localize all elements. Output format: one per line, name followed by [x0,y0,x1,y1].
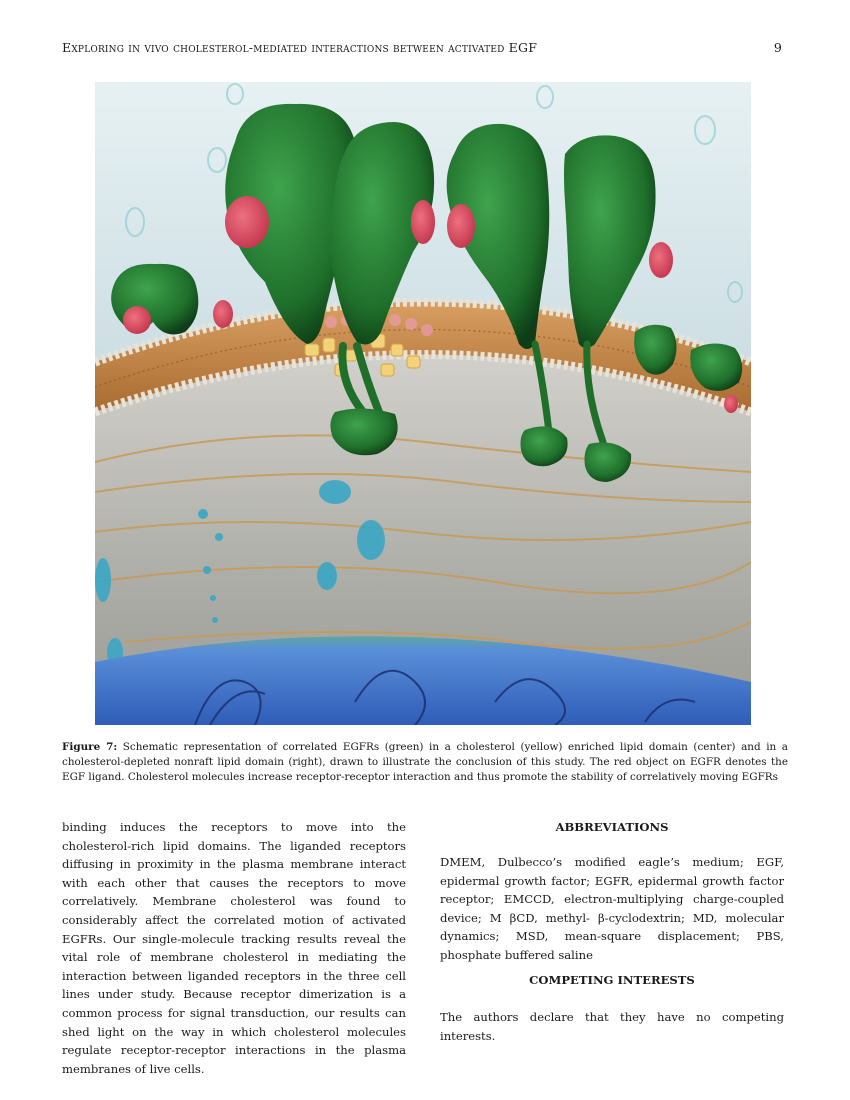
abbreviations-text: DMEM, Dulbecco’s modified eagle’s medium; EGF, epidermal growth factor; EGFR, epidermal growth factor receptor; EMCCD, electron-multiplying charge-coupled device; M βCD, methyl- β-cyclodextrin; MD, molecular dynamics; MSD, mean-square displacement; PBS, phosphate buffered saline [440,855,784,962]
page-number: 9 [773,40,782,55]
competing-interests-section [440,971,784,990]
competing-interests-heading: COMPETING INTERESTS [529,973,695,987]
abbreviations-heading: ABBREVIATIONS [555,820,669,834]
abbreviations-section [440,818,784,837]
figure-label: Figure 7: [62,741,118,753]
left-column-text: binding induces the receptors to move into the cholesterol-rich lipid domains. The liganded receptors diffusing in proximity in the plasma membrane interact with each other that causes the receptors to move correlatively. Membrane cholesterol was found to considerably affect the correlated motion of activated EGFRs. Our single-molecule tracking results reveal the vital role of membrane cholesterol in mediating the interaction between liganded receptors in the three cell lines under study. Because receptor dimerization is a common process for signal transduction, our results can shed light on the way in which cholesterol molecules regulate receptor-receptor interactions in the plasma membranes of live cells. [62,820,406,1076]
figure-7-illustration [95,82,751,725]
figure-caption-text: Schematic representation of correlated EGFRs (green) in a cholesterol (yellow) enriched lipid domain (center) and in a cholesterol-depleted nonraft lipid domain (right), drawn to illustrate the conclusion of this study. The red object on EGFR denotes the EGF ligand. Cholesterol molecules increase receptor-receptor interaction and thus promote the stability of correlatively moving EGFRs [62,741,788,783]
running-title: Exploring in vivo cholesterol-mediated interactions between activated EGF [62,40,538,55]
figure-caption [62,740,788,785]
egfr-membrane-illustration [95,82,751,725]
competing-interests-text: The authors declare that they have no competing interests. [440,1010,784,1043]
running-header [62,40,782,55]
